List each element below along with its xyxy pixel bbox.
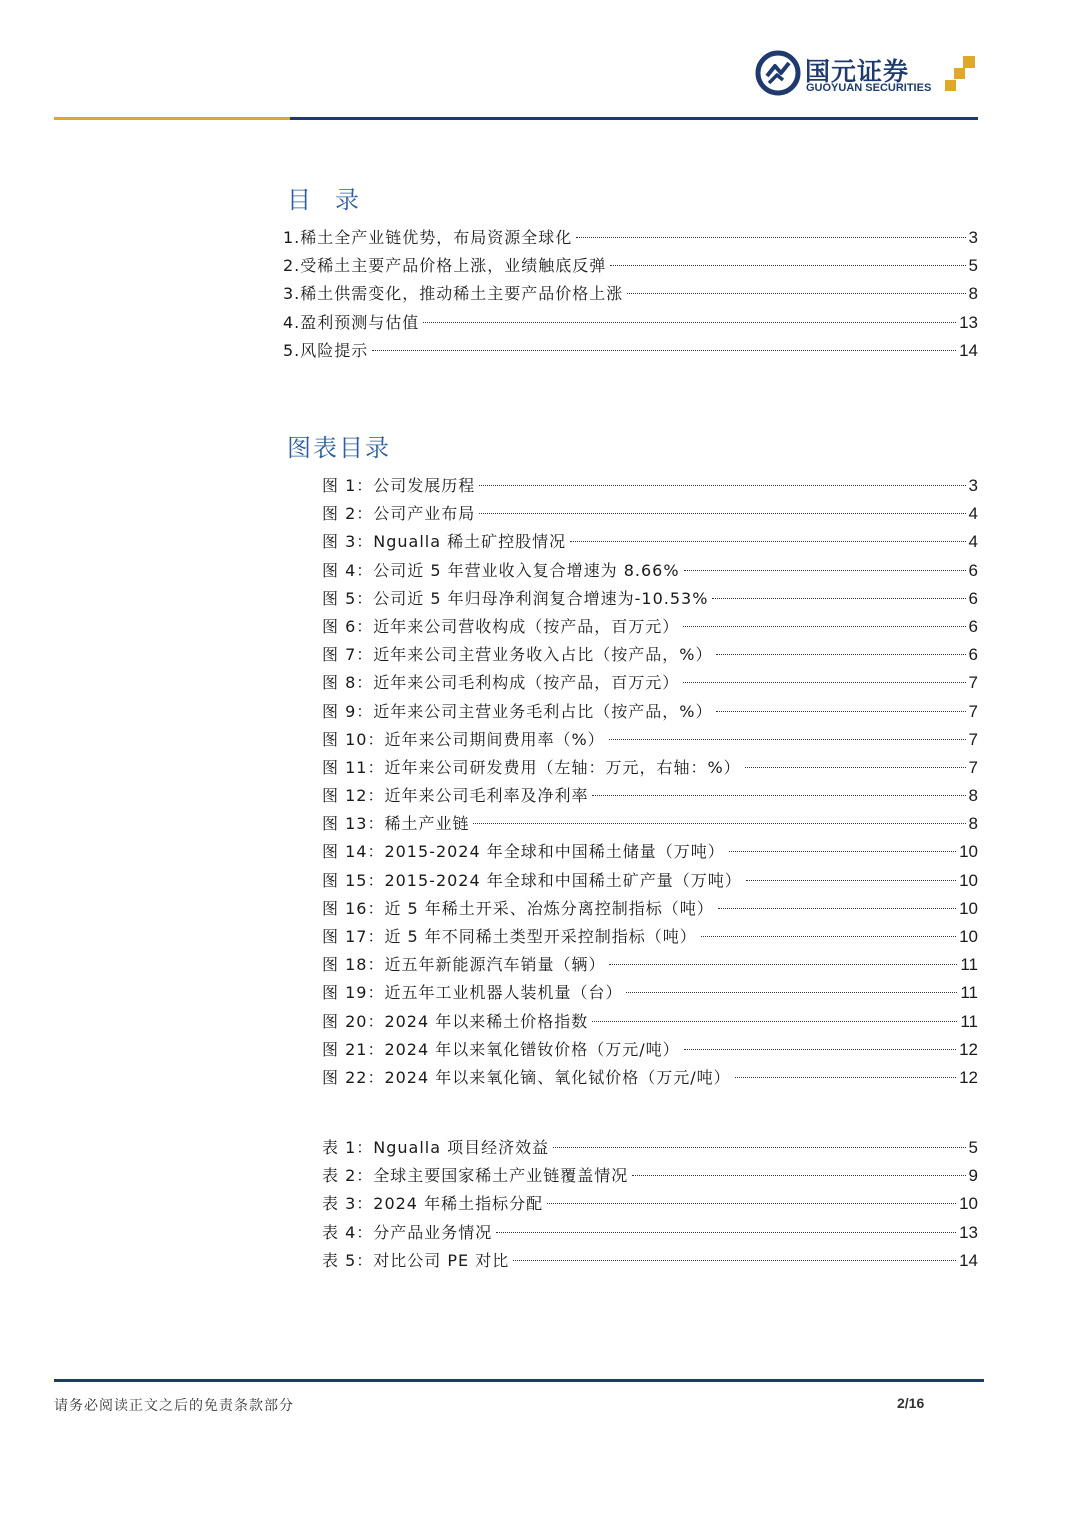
figure-entry[interactable] [322,810,978,838]
guoyuan-logo-icon [755,50,801,96]
figure-entry-text: 图 11：近年来公司研发费用（左轴：万元，右轴：%） [322,757,741,777]
figure-entry-text: 图 18：近五年新能源汽车销量（辆） [322,955,606,975]
table-entry-page: 5 [968,1138,978,1157]
table-entry[interactable] [322,1162,978,1190]
page-number: 2/16 [897,1395,925,1411]
figure-entry[interactable] [322,613,978,641]
table-entry[interactable] [322,1219,978,1247]
toc-entry-page: 14 [959,340,978,360]
dot-leader [496,1232,956,1233]
figure-entry-text: 图 21：2024 年以来氧化镨钕价格（万元/吨） [322,1039,680,1059]
table-entry[interactable] [322,1134,978,1162]
dot-leader [626,992,957,993]
company-logo [755,50,980,100]
figure-entry-text: 图 12：近年来公司毛利率及净利率 [322,786,589,806]
figure-entry-text: 图 5：公司近 5 年归母净利润复合增速为-10.53% [322,588,709,608]
dot-leader [684,570,966,571]
figure-entry[interactable] [322,641,978,669]
figure-entry-text: 图 4：公司近 5 年营业收入复合增速为 8.66% [322,560,680,580]
table-entry-text: 表 4：分产品业务情况 [322,1222,493,1242]
figure-entry[interactable] [322,838,978,866]
dot-leader [632,1175,965,1176]
dot-leader [479,485,965,486]
toc-entry-text: 4.盈利预测与估值 [283,312,420,332]
dot-leader [716,711,965,712]
dot-leader [745,767,966,768]
dot-leader [513,1260,956,1261]
dot-leader [718,908,956,909]
figure-entry-text: 图 1：公司发展历程 [322,476,476,495]
dot-leader [729,851,956,852]
footer-divider [54,1379,984,1382]
figure-entry[interactable] [322,754,978,782]
figure-entry-text: 图 13：稀土产业链 [322,814,470,834]
table-entry-text: 表 2：全球主要国家稀土产业链覆盖情况 [322,1166,629,1186]
dot-leader [609,739,966,740]
dot-leader [592,795,965,796]
figure-entry-page: 7 [968,729,978,749]
figure-entry[interactable] [322,867,978,895]
figure-entry[interactable] [322,782,978,810]
toc-entry-text: 5.风险提示 [283,340,369,360]
dot-leader [735,1077,956,1078]
dot-leader [423,322,956,323]
toc-list [283,224,978,365]
dot-leader [712,598,965,599]
figure-entry[interactable] [322,557,978,585]
figure-entry-text: 图 14：2015-2024 年全球和中国稀土储量（万吨） [322,842,725,862]
figure-entry[interactable] [322,472,978,500]
figure-entry-page: 8 [968,814,978,834]
figure-entry[interactable] [322,951,978,979]
dot-leader [473,823,965,824]
figure-entry-page: 3 [968,476,978,495]
logo-english-name: GUOYUAN SECURITIES [806,82,932,94]
table-entry[interactable] [322,1247,978,1275]
figures-title: 图表目录 [287,434,391,462]
table-entry-text: 表 1：Ngualla 项目经济效益 [322,1138,550,1157]
dot-leader [627,293,965,294]
figure-entry-text: 图 22：2024 年以来氧化镝、氧化铽价格（万元/吨） [322,1067,731,1087]
footer-disclaimer: 请务必阅读正文之后的免责条款部分 [54,1398,294,1414]
toc-entry-text: 3.稀土供需变化，推动稀土主要产品价格上涨 [283,284,624,304]
table-entry-page: 14 [959,1250,978,1270]
toc-entry[interactable] [283,309,978,337]
dot-leader [716,654,965,655]
dot-leader [576,237,965,238]
figure-entry[interactable] [322,895,978,923]
toc-entry[interactable] [283,252,978,280]
dot-leader [610,265,965,266]
figure-entry-page: 10 [959,842,978,862]
figure-entry-page: 7 [968,673,978,693]
toc-entry-page: 8 [968,284,978,304]
figure-entry-page: 4 [968,504,978,524]
figure-entry-page: 10 [959,898,978,918]
table-entry-page: 10 [959,1194,978,1214]
table-entry-text: 表 3：2024 年稀土指标分配 [322,1194,544,1214]
figure-entry[interactable] [322,1008,978,1036]
figure-entry-text: 图 10：近年来公司期间费用率（%） [322,729,605,749]
figure-entry[interactable] [322,1064,978,1092]
dot-leader [683,682,965,683]
figure-entry[interactable] [322,698,978,726]
dot-leader [479,513,965,514]
toc-entry-page: 13 [959,312,978,332]
figure-entry-page: 7 [968,701,978,721]
figure-entry-page: 7 [968,757,978,777]
tables-list [322,1134,978,1275]
figure-entry-text: 图 19：近五年工业机器人装机量（台） [322,983,623,1003]
toc-entry-page: 3 [968,228,978,247]
figure-entry-text: 图 16：近 5 年稀土开采、冶炼分离控制指标（吨） [322,898,714,918]
dot-leader [609,964,957,965]
figure-entry[interactable] [322,726,978,754]
dot-leader [547,1203,956,1204]
figure-entry[interactable] [322,669,978,697]
figure-entry[interactable] [322,979,978,1007]
toc-entry-page: 5 [968,256,978,276]
dot-leader [683,626,965,627]
figure-entry-page: 11 [960,955,978,975]
figure-entry-page: 10 [959,870,978,890]
logo-chinese-name: 国元证券 [805,57,910,86]
table-entry-text: 表 5：对比公司 PE 对比 [322,1250,510,1270]
gold-squares-icon [943,54,979,94]
dot-leader [684,1049,956,1050]
figures-list [322,472,978,1092]
toc-entry-text: 2.受稀土主要产品价格上涨，业绩触底反弹 [283,256,607,276]
figure-entry-page: 11 [960,983,978,1003]
figure-entry-text: 图 20：2024 年以来稀土价格指数 [322,1011,589,1031]
figure-entry[interactable] [322,528,978,556]
dot-leader [701,936,956,937]
toc-title: 目录 [287,186,383,214]
figure-entry[interactable] [322,1036,978,1064]
dot-leader [372,350,956,351]
figure-entry-page: 6 [968,560,978,580]
table-entry-page: 13 [959,1222,978,1242]
figure-entry-text: 图 17：近 5 年不同稀土类型开采控制指标（吨） [322,927,697,946]
figure-entry-page: 6 [968,645,978,665]
figure-entry-text: 图 7：近年来公司主营业务收入占比（按产品，%） [322,645,713,665]
toc-entry[interactable] [283,280,978,308]
table-entry-page: 9 [968,1166,978,1186]
dot-leader [570,541,965,542]
figure-entry-text: 图 2：公司产业布局 [322,504,476,524]
figure-entry-page: 10 [959,927,978,946]
figure-entry[interactable] [322,500,978,528]
dot-leader [553,1147,965,1148]
figure-entry-text: 图 8：近年来公司毛利构成（按产品，百万元） [322,673,680,693]
figure-entry-page: 6 [968,616,978,636]
figure-entry-page: 11 [960,1011,978,1031]
toc-entry-text: 1.稀土全产业链优势，布局资源全球化 [283,228,573,247]
figure-entry-text: 图 3：Ngualla 稀土矿控股情况 [322,532,567,552]
figure-entry-page: 4 [968,532,978,552]
dot-leader [746,880,956,881]
figure-entry-page: 6 [968,588,978,608]
toc-entry[interactable] [283,337,978,365]
figure-entry[interactable] [322,923,978,951]
dot-leader [592,1021,957,1022]
figure-entry-page: 12 [959,1067,978,1087]
figure-entry-page: 12 [959,1039,978,1059]
figure-entry[interactable] [322,585,978,613]
table-entry[interactable] [322,1190,978,1218]
figure-entry-page: 8 [968,786,978,806]
figure-entry-text: 图 6：近年来公司营收构成（按产品，百万元） [322,616,680,636]
figure-entry-text: 图 9：近年来公司主营业务毛利占比（按产品，%） [322,701,713,721]
header-divider [54,117,978,120]
toc-entry[interactable] [283,224,978,252]
figure-entry-text: 图 15：2015-2024 年全球和中国稀土矿产量（万吨） [322,870,742,890]
